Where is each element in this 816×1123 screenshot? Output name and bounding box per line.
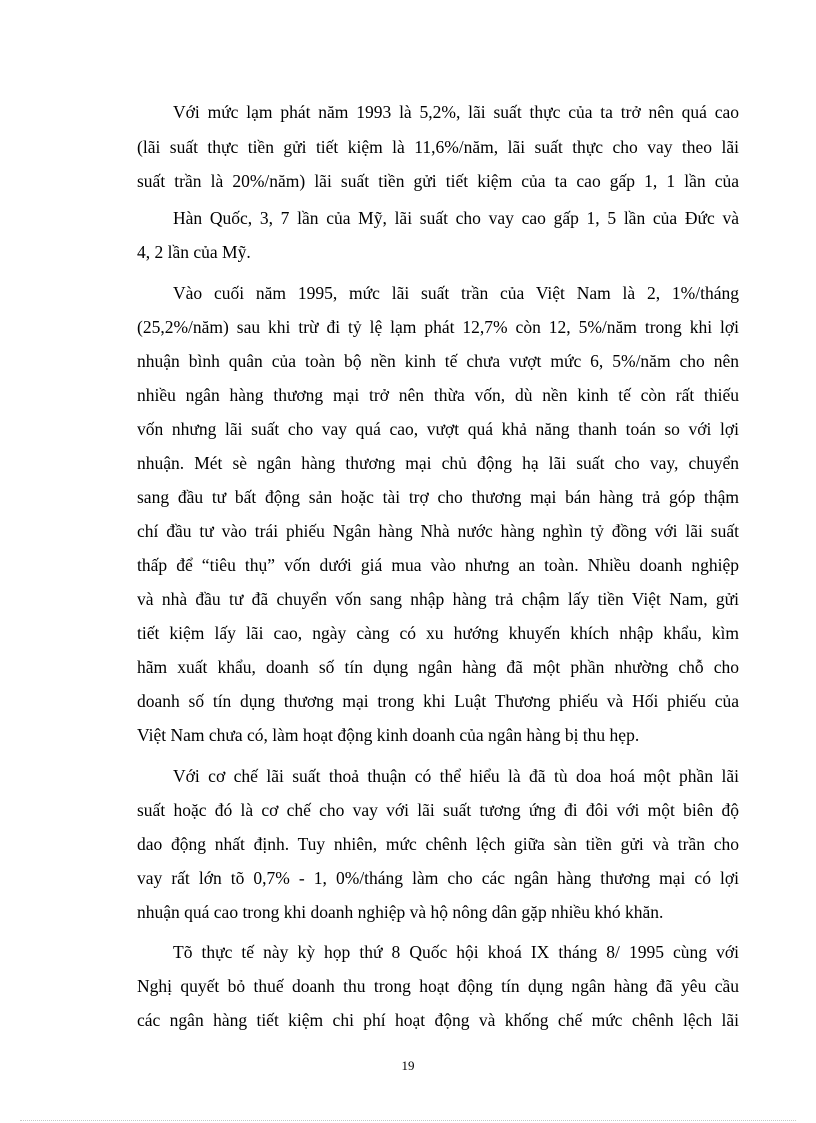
page-number: 19 bbox=[401, 1058, 415, 1073]
paragraph-2-line-9: thấp để “tiêu thụ” vốn dưới giá mua vào nhưng an toàn. Nhiều doanh nghiệp bbox=[137, 555, 739, 575]
paragraph-2-line-7: sang đầu tư bất động sản hoặc tài trợ cho thương mại bán hàng trả góp thậm bbox=[137, 487, 739, 507]
page-bottom-divider bbox=[20, 1120, 796, 1121]
paragraph-4-line-2: Nghị quyết bỏ thuế doanh thu trong hoạt động tín dụng ngân hàng đã yêu cầu bbox=[137, 976, 739, 996]
paragraph-2-line-10: và nhà đầu tư đã chuyển vốn sang nhập hàng trả chậm lấy tiền Việt Nam, gửi bbox=[137, 589, 739, 609]
paragraph-1-line-3: suất trần là 20%/năm) lãi suất tiền gửi tiết kiệm của ta cao gấp 1, 1 lần của bbox=[137, 171, 739, 191]
paragraph-3-line-5: nhuận quá cao trong khi doanh nghiệp và hộ nông dân gặp nhiều khó khăn. bbox=[137, 902, 664, 922]
paragraph-1-line-1: Với mức lạm phát năm 1993 là 5,2%, lãi suất thực của ta trở nên quá cao bbox=[173, 102, 739, 122]
paragraph-1-line-5: 4, 2 lần của Mỹ. bbox=[137, 242, 251, 262]
paragraph-3-line-4: vay rất lớn tõ 0,7% - 1, 0%/tháng làm cho các ngân hàng thương mại có lợi bbox=[137, 868, 739, 888]
paragraph-1-line-4: Hàn Quốc, 3, 7 lần của Mỹ, lãi suất cho vay cao gấp 1, 5 lần của Đức và bbox=[173, 208, 739, 228]
paragraph-4-line-3: các ngân hàng tiết kiệm chi phí hoạt động và khống chế mức chênh lệch lãi bbox=[137, 1010, 739, 1030]
paragraph-4-line-1: Tõ thực tế này kỳ họp thứ 8 Quốc hội khoá IX tháng 8/ 1995 cùng với bbox=[173, 942, 739, 962]
paragraph-2-line-4: nhiều ngân hàng thương mại trở nên thừa vốn, dù nền kinh tế còn rất thiếu bbox=[137, 385, 739, 405]
paragraph-2-line-12: hãm xuất khẩu, doanh số tín dụng ngân hàng đã một phần nhường chỗ cho bbox=[137, 657, 739, 677]
paragraph-2-line-13: doanh số tín dụng thương mại trong khi Luật Thương phiếu và Hối phiếu của bbox=[137, 691, 739, 711]
paragraph-2-line-3: nhuận bình quân của toàn bộ nền kinh tế chưa vượt mức 6, 5%/năm cho nên bbox=[137, 351, 739, 371]
paragraph-3-line-3: dao động nhất định. Tuy nhiên, mức chênh lệch giữa sàn tiền gửi và trần cho bbox=[137, 834, 739, 854]
paragraph-2-line-8: chí đầu tư vào trái phiếu Ngân hàng Nhà nước hàng nghìn tỷ đồng với lãi suất bbox=[137, 521, 739, 541]
paragraph-2-line-5: vốn nhưng lãi suất cho vay quá cao, vượt quá khả năng thanh toán so với lợi bbox=[137, 419, 739, 439]
paragraph-1-line-2: (lãi suất thực tiền gửi tiết kiệm là 11,6%/năm, lãi suất thực cho vay theo lãi bbox=[137, 137, 739, 157]
paragraph-3-line-1: Với cơ chế lãi suất thoả thuận có thể hiểu là đã tù doa hoá một phần lãi bbox=[173, 766, 739, 786]
paragraph-2-line-2: (25,2%/năm) sau khi trừ đi tỷ lệ lạm phát 12,7% còn 12, 5%/năm trong khi lợi bbox=[137, 317, 739, 337]
paragraph-2-line-6: nhuận. Mét sè ngân hàng thương mại chủ động hạ lãi suất cho vay, chuyển bbox=[137, 453, 739, 473]
paragraph-2-line-1: Vào cuối năm 1995, mức lãi suất trần của Việt Nam là 2, 1%/tháng bbox=[173, 283, 739, 303]
paragraph-3-line-2: suất hoặc đó là cơ chế cho vay với lãi suất tương ứng đi đôi với một biên độ bbox=[137, 800, 739, 820]
paragraph-2-line-14: Việt Nam chưa có, làm hoạt động kinh doanh của ngân hàng bị thu hẹp. bbox=[137, 725, 640, 745]
paragraph-2-line-11: tiết kiệm lấy lãi cao, ngày càng có xu hướng khuyến khích nhập khẩu, kìm bbox=[137, 623, 739, 643]
